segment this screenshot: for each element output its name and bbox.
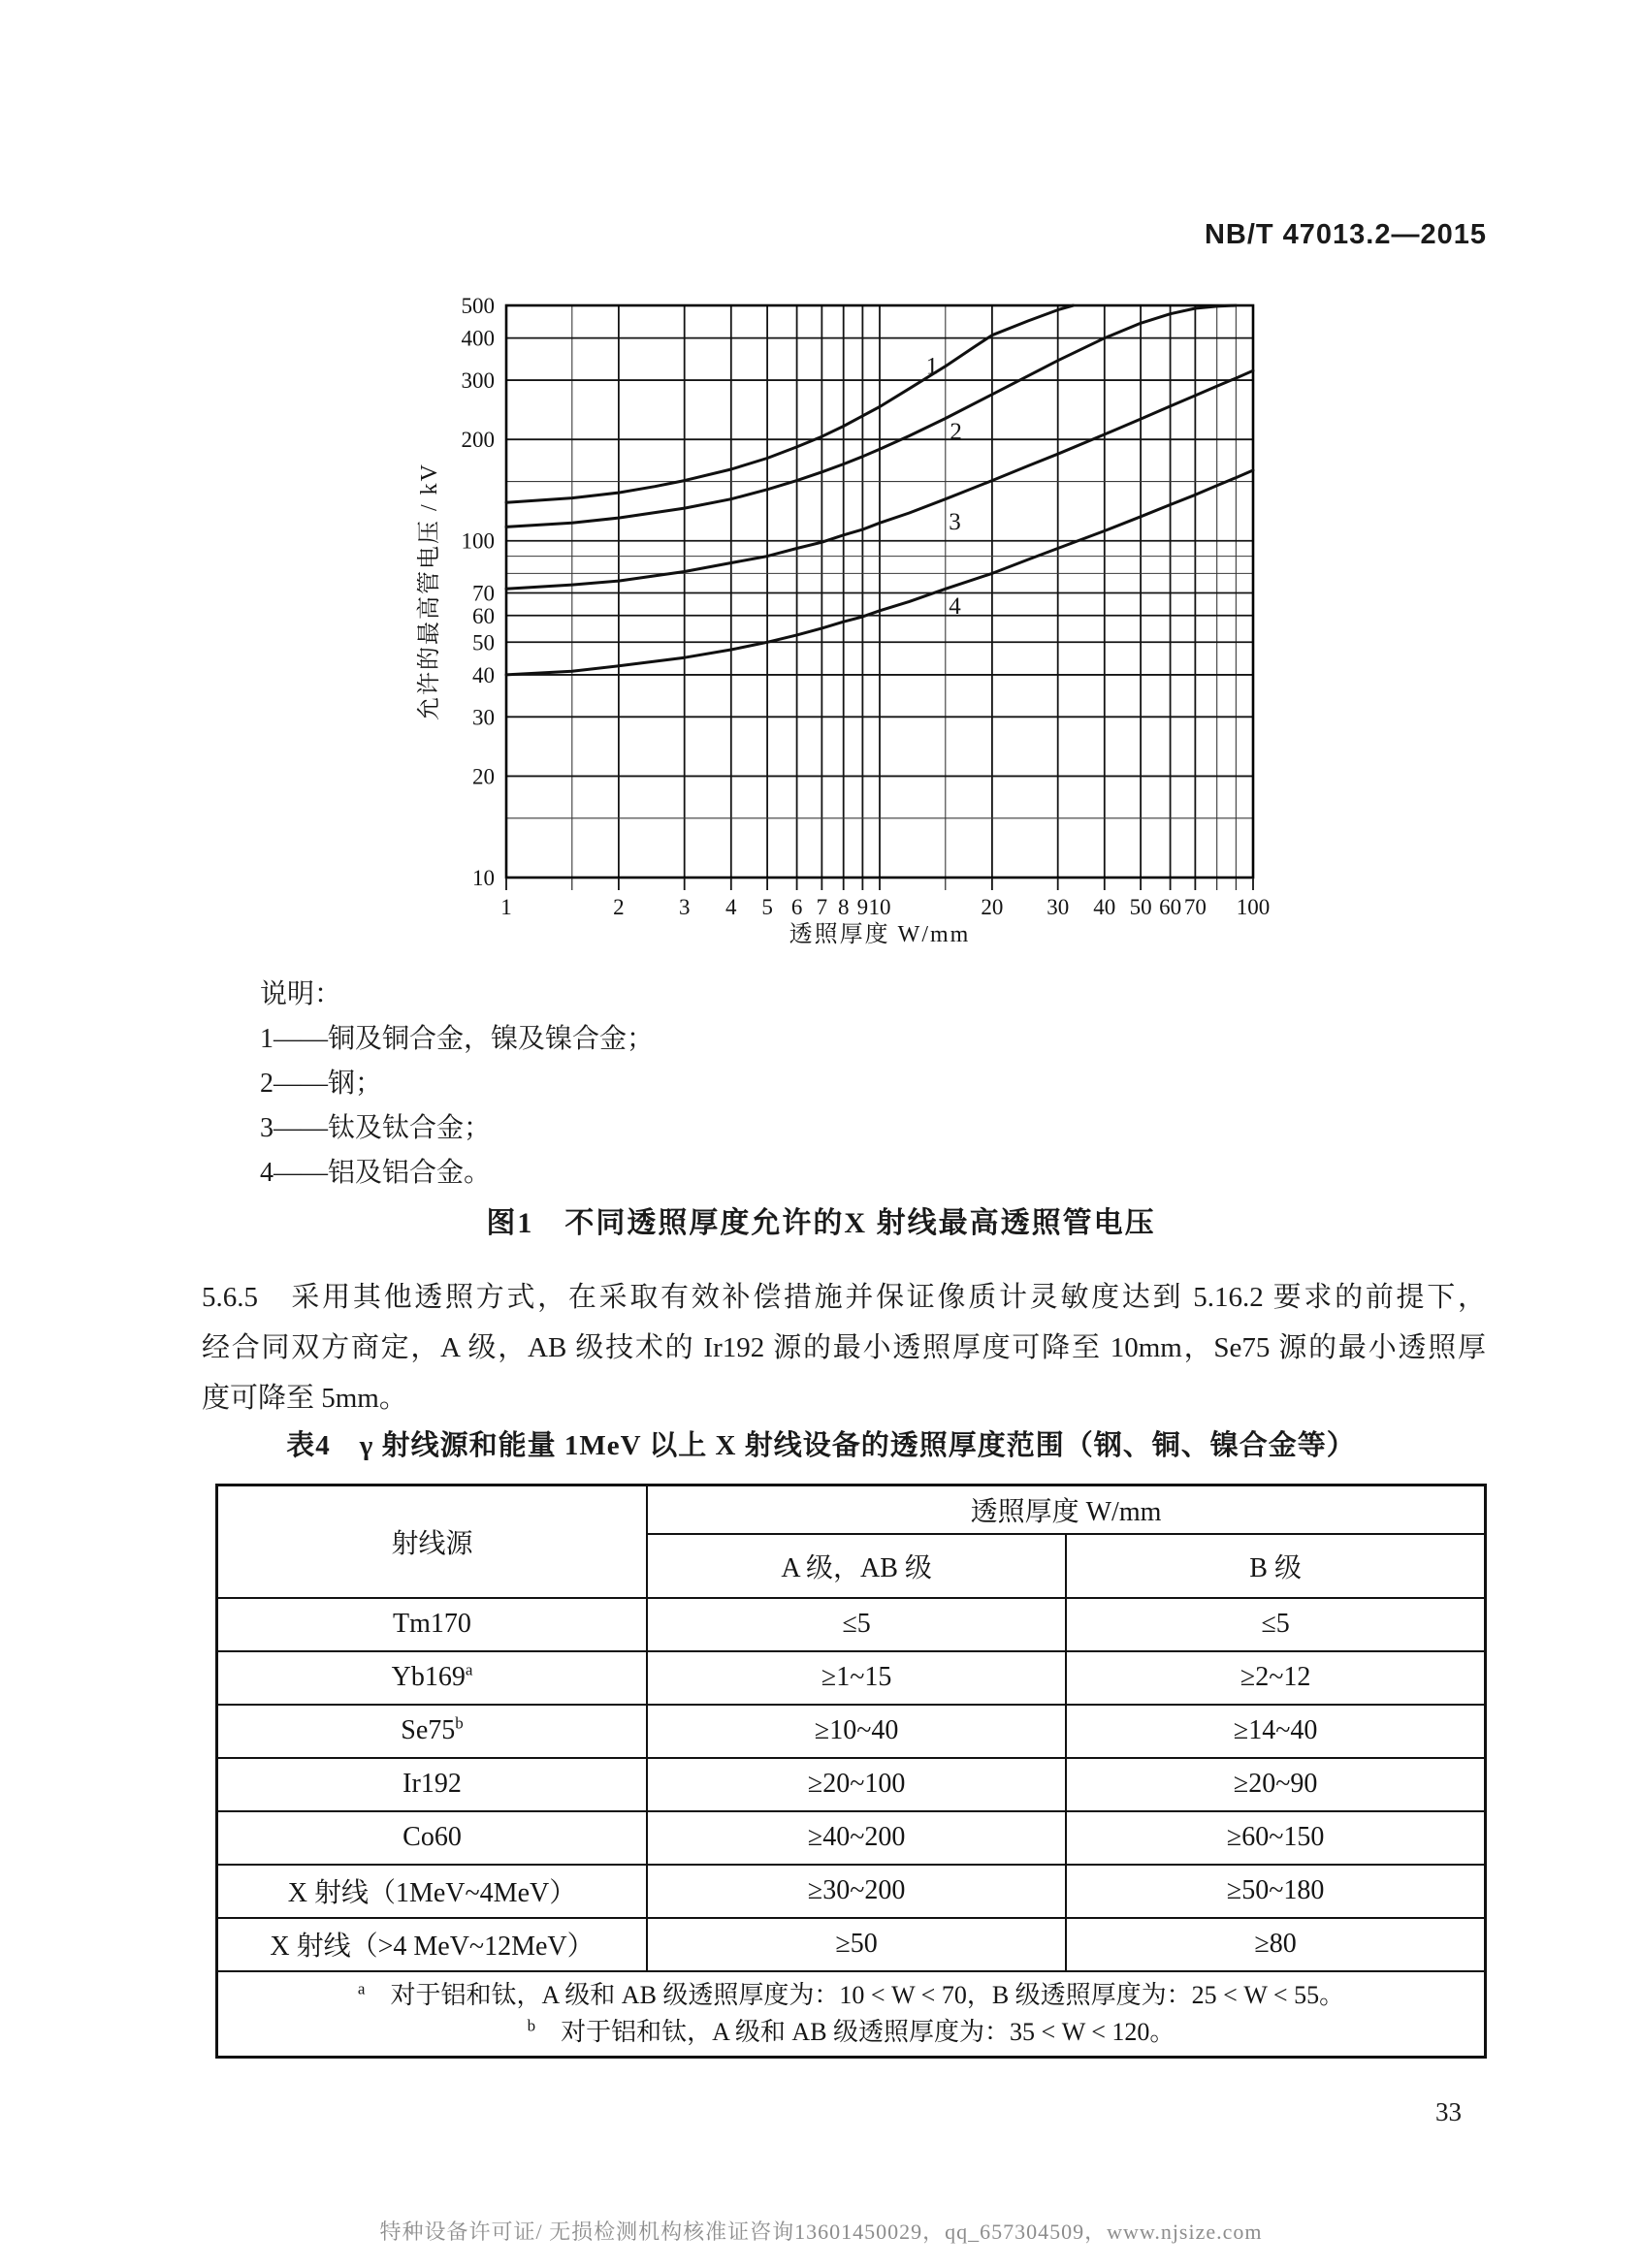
cell-a-ab: ≥1~15 xyxy=(647,1651,1066,1705)
cell-b: ≥20~90 xyxy=(1066,1758,1485,1811)
clause-5-6-5 xyxy=(202,1272,1486,1423)
page-number: 33 xyxy=(1435,2097,1462,2126)
svg-text:70: 70 xyxy=(472,581,495,606)
svg-text:3: 3 xyxy=(678,895,691,919)
svg-text:4: 4 xyxy=(725,895,737,919)
cell-b: ≥60~150 xyxy=(1066,1811,1485,1865)
cell-source: Tm170 xyxy=(217,1598,648,1651)
svg-text:30: 30 xyxy=(1046,895,1070,919)
svg-text:50: 50 xyxy=(1129,895,1152,919)
svg-text:5: 5 xyxy=(761,895,773,919)
cell-a-ab: ≥40~200 xyxy=(647,1811,1066,1865)
cell-b: ≥14~40 xyxy=(1066,1705,1485,1758)
standard-number: NB/T 47013.2—2015 xyxy=(1204,219,1487,250)
cell-source: X 射线（>4 MeV~12MeV） xyxy=(217,1918,648,1971)
svg-text:8: 8 xyxy=(837,895,850,919)
cell-source: Se75$^b$ xyxy=(217,1705,648,1758)
svg-text:400: 400 xyxy=(461,326,495,351)
svg-text:1: 1 xyxy=(925,353,939,380)
figure-legend xyxy=(260,973,654,1196)
table-4-title: 表4 γ 射线源和能量 1MeV 以上 X 射线设备的透照厚度范围（钢、铜、镍合金等） xyxy=(286,1430,1356,1461)
svg-text:500: 500 xyxy=(461,294,495,318)
legend-title: 说明： xyxy=(260,979,342,1009)
svg-text:9: 9 xyxy=(856,895,869,919)
table-4 xyxy=(215,1484,1487,2059)
figure-1-chart xyxy=(407,284,1309,968)
svg-text:300: 300 xyxy=(461,368,495,394)
svg-text:40: 40 xyxy=(472,662,495,687)
svg-text:1: 1 xyxy=(500,895,512,919)
svg-text:10: 10 xyxy=(868,895,891,919)
table-row xyxy=(217,1865,1486,1918)
table-row xyxy=(217,1758,1486,1811)
header-source: 射线源 xyxy=(217,1485,648,1598)
cell-a-ab: ≥50 xyxy=(647,1918,1066,1971)
table-header-row-1 xyxy=(217,1485,1486,1534)
svg-text:200: 200 xyxy=(461,428,495,453)
header-class-b: B 级 xyxy=(1066,1534,1485,1598)
legend-item-4: 4——铝及铝合金。 xyxy=(260,1158,492,1188)
table-row xyxy=(217,1598,1486,1651)
svg-text:60: 60 xyxy=(472,603,495,628)
svg-text:7: 7 xyxy=(816,895,828,919)
cell-b: ≥2~12 xyxy=(1066,1651,1485,1705)
svg-text:2: 2 xyxy=(613,895,625,919)
clause-line-2: 经合同双方商定，A 级，AB 级技术的 Ir192 源的最小透照厚度可降至 10mm，Se75 源的最小透照厚 xyxy=(202,1332,1486,1363)
header-class-a-ab: A 级，AB 级 xyxy=(647,1534,1066,1598)
table-row xyxy=(217,1918,1486,1971)
legend-item-3: 3——钛及钛合金； xyxy=(260,1113,492,1143)
table-footnotes-row xyxy=(217,1971,1486,2058)
legend-item-2: 2——钢； xyxy=(260,1069,383,1099)
svg-text:6: 6 xyxy=(790,895,803,919)
svg-text:20: 20 xyxy=(981,895,1004,919)
cell-b: ≤5 xyxy=(1066,1598,1485,1651)
cell-a-ab: ≥30~200 xyxy=(647,1865,1066,1918)
header-thickness: 透照厚度 W/mm xyxy=(647,1485,1486,1534)
svg-text:透照厚度 W/mm: 透照厚度 W/mm xyxy=(789,922,971,947)
cell-a-ab: ≥20~100 xyxy=(647,1758,1066,1811)
footer-watermark: 特种设备许可证/ 无损检测机构核准证咨询13601450029，qq_657304509，www.njsize.com xyxy=(379,2220,1263,2244)
svg-text:30: 30 xyxy=(472,705,495,730)
cell-source: Yb169$^a$ xyxy=(217,1651,648,1705)
svg-text:允许的最高管电压 / kV: 允许的最高管电压 / kV xyxy=(417,463,442,720)
cell-source: Co60 xyxy=(217,1811,648,1865)
cell-source: X 射线（1MeV~4MeV） xyxy=(217,1865,648,1918)
footnote-a: $^a$ 对于铝和钛，A 级和 AB 级透照厚度为：10 < W < 70，B 级透照厚度为：25 < W < 55。 xyxy=(357,1978,1345,2009)
svg-text:10: 10 xyxy=(472,866,495,890)
table-footnotes xyxy=(217,1971,1486,2058)
table-row xyxy=(217,1811,1486,1865)
legend-item-1: 1——铜及铜合金，镍及镍合金； xyxy=(260,1024,655,1054)
svg-text:40: 40 xyxy=(1093,895,1116,919)
cell-b: ≥50~180 xyxy=(1066,1865,1485,1918)
cell-source: Ir192 xyxy=(217,1758,648,1811)
svg-text:50: 50 xyxy=(472,630,495,655)
svg-text:2: 2 xyxy=(950,419,962,446)
clause-line-1: 5.6.5 采用其他透照方式，在采取有效补偿措施并保证像质计灵敏度达到 5.16.2 要求的前提下， xyxy=(202,1282,1486,1313)
cell-a-ab: ≥10~40 xyxy=(647,1705,1066,1758)
cell-b: ≥80 xyxy=(1066,1918,1485,1971)
figure-caption: 图1 不同透照厚度允许的X 射线最高透照管电压 xyxy=(486,1207,1156,1239)
svg-text:20: 20 xyxy=(472,764,495,789)
svg-text:100: 100 xyxy=(461,528,495,554)
footnote-b: $^b$ 对于铝和钛，A 级和 AB 级透照厚度为：35 < W < 120。 xyxy=(527,2015,1175,2046)
svg-text:60: 60 xyxy=(1159,895,1182,919)
table-row xyxy=(217,1651,1486,1705)
cell-a-ab: ≤5 xyxy=(647,1598,1066,1651)
svg-text:70: 70 xyxy=(1183,895,1207,919)
svg-text:100: 100 xyxy=(1236,895,1271,919)
svg-text:3: 3 xyxy=(949,508,961,535)
clause-line-3: 度可降至 5mm。 xyxy=(202,1383,407,1414)
svg-text:4: 4 xyxy=(949,593,961,621)
table-row xyxy=(217,1705,1486,1758)
